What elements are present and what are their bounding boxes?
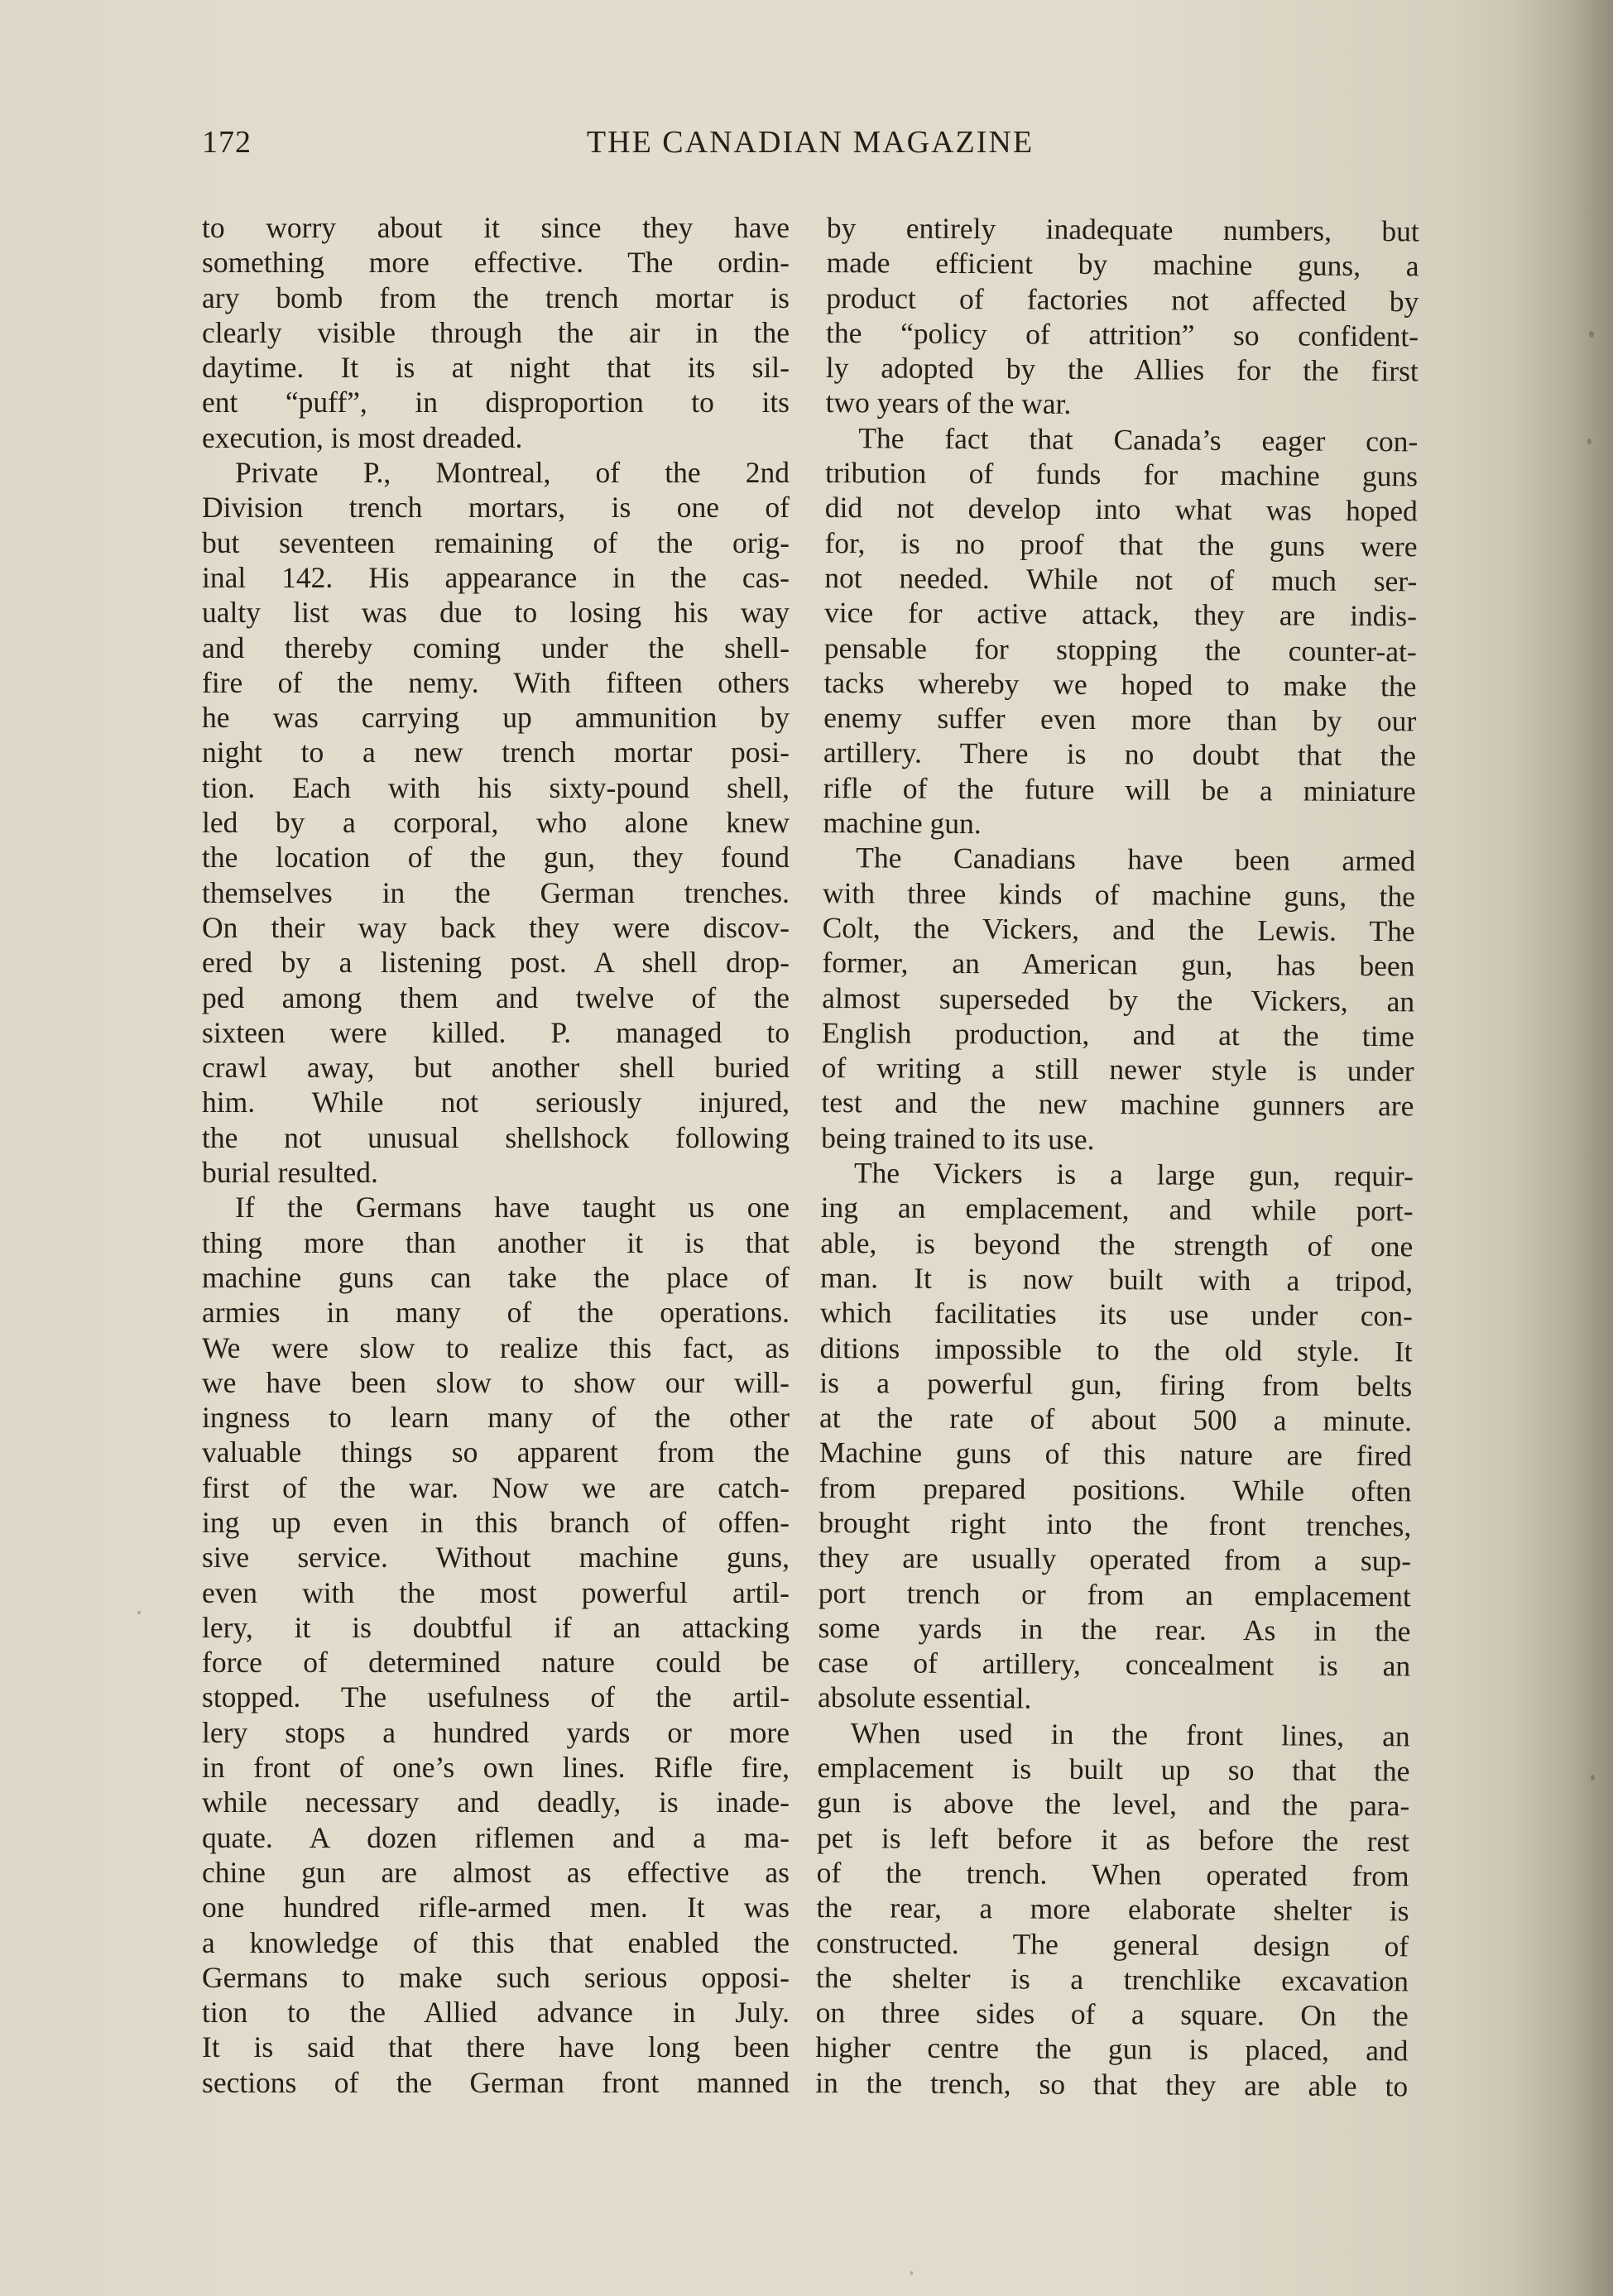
text-line: The Vickers is a large gun, requir-	[853, 1156, 1414, 1193]
text-line: two years of the war.	[825, 386, 1072, 421]
text-line: and thereby coming under the shell-	[202, 630, 790, 664]
text-line: If the Germans have taught us one	[235, 1191, 790, 1225]
text-line: on three sides of a square. On the	[815, 1996, 1409, 2033]
text-line: a knowledge of this that enabled the	[202, 1925, 790, 1959]
text-line: ing up even in this branch of offen-	[202, 1505, 790, 1539]
text-line: ent “puff”, in disproportion to its	[202, 386, 790, 419]
text-line: made efficient by machine guns, a	[826, 246, 1419, 283]
text-line: case of artillery, concealment is an	[818, 1646, 1411, 1683]
text-line: but seventeen remaining of the orig-	[202, 525, 790, 559]
text-line: On their way back they were discov-	[202, 910, 790, 944]
text-line: product of factories not affected by	[826, 280, 1419, 318]
text-line: sections of the German front manned	[202, 2065, 790, 2099]
text-line: while necessary and deadly, is inade-	[202, 1786, 790, 1819]
text-line: higher centre the gun is placed, and	[815, 2030, 1409, 2068]
page-header	[202, 124, 1419, 174]
text-line: tribution of funds for machine guns	[824, 456, 1419, 493]
text-line: the shelter is a trenchlike excavation	[815, 1960, 1409, 1998]
text-line: force of determined nature could be	[202, 1646, 790, 1680]
paper-speck	[1589, 331, 1594, 338]
text-line: ing an emplacement, and while port-	[820, 1191, 1414, 1228]
text-line: machine gun.	[823, 806, 982, 841]
text-line: in front of one’s own lines. Rifle fire,	[202, 1751, 790, 1785]
text-line: the rear, a more elaborate shelter is	[816, 1891, 1409, 1928]
text-line: execution, is most dreaded.	[202, 420, 523, 454]
text-line: clearly visible through the air in the	[202, 315, 790, 349]
text-line: the not unusual shellshock following	[202, 1120, 790, 1154]
text-line: Division trench mortars, is one of	[202, 491, 790, 525]
text-line: armies in many of the operations.	[202, 1296, 790, 1330]
text-line: fire of the nemy. With fifteen others	[202, 665, 790, 699]
text-line: the “policy of attrition” so confident-	[825, 315, 1419, 353]
text-line: ly adopted by the Allies for the first	[825, 351, 1419, 388]
text-line: When used in the front lines, an	[850, 1715, 1410, 1753]
text-line: thing more than another it is that	[202, 1225, 790, 1259]
text-line: The Canadians have been armed	[856, 841, 1416, 878]
paper-speck	[910, 2271, 913, 2275]
text-line: almost superseded by the Vickers, an	[822, 980, 1415, 1018]
text-line: in the trench, so that they are able to	[815, 2065, 1409, 2103]
text-line: of writing a still newer style is under	[821, 1051, 1414, 1088]
text-line: test and the new machine gunners are	[821, 1086, 1414, 1123]
text-line: ary bomb from the trench mortar is	[202, 280, 790, 314]
text-line: led by a corporal, who alone knew	[202, 806, 790, 840]
text-line: chine gun are almost as effective as	[202, 1855, 790, 1889]
text-line: inal 142. His appearance in the cas-	[202, 560, 790, 594]
text-line: stopped. The usefulness of the artil-	[202, 1680, 790, 1714]
text-line: the location of the gun, they found	[202, 841, 790, 875]
text-line: some yards in the rear. As in the	[818, 1610, 1411, 1648]
text-line: machine guns can take the place of	[202, 1260, 790, 1294]
text-line: sive service. Without machine guns,	[202, 1541, 790, 1575]
text-line: The fact that Canada’s eager con-	[858, 421, 1419, 458]
text-line: we have been slow to show our will-	[202, 1365, 790, 1399]
text-line: night to a new trench mortar posi-	[202, 736, 790, 769]
text-line: sixteen were killed. P. managed to	[202, 1015, 790, 1049]
text-line: ped among them and twelve of the	[202, 980, 790, 1014]
text-line: Machine guns of this nature are fired	[819, 1436, 1412, 1473]
text-line: Colt, the Vickers, and the Lewis. The	[822, 910, 1415, 948]
text-line: for, is no proof that the guns were	[824, 525, 1418, 563]
text-line: even with the most powerful artil-	[202, 1575, 790, 1609]
running-title: THE CANADIAN MAGAZINE	[586, 125, 1035, 160]
text-line: tacks whereby we hoped to make the	[823, 665, 1417, 703]
text-line: absolute essential.	[817, 1680, 1032, 1716]
text-line: gun is above the level, and the para-	[817, 1786, 1410, 1823]
text-line: We were slow to realize this fact, as	[202, 1330, 790, 1364]
text-line: did not develop into what was hoped	[824, 491, 1418, 528]
text-line: lery stops a hundred yards or more	[202, 1715, 790, 1749]
text-line: lery, it is doubtful if an attacking	[202, 1610, 790, 1644]
text-line: him. While not seriously injured,	[202, 1086, 790, 1119]
text-line: Private P., Montreal, of the 2nd	[235, 456, 790, 490]
text-line: vice for active attack, they are indis-	[823, 596, 1418, 633]
text-line: pensable for stopping the counter-at-	[823, 630, 1417, 668]
text-line: ualty list was due to losing his way	[202, 596, 790, 630]
text-line: artillery. There is no doubt that the	[823, 736, 1417, 773]
text-line: quate. A dozen riflemen and a ma-	[202, 1820, 790, 1854]
text-line: burial resulted.	[202, 1156, 378, 1190]
text-line: English production, and at the time	[821, 1015, 1415, 1053]
text-line: from prepared positions. While often	[819, 1470, 1412, 1508]
paper-speck	[137, 1611, 141, 1614]
text-line: Germans to make such serious opposi-	[202, 1960, 790, 1994]
text-line: to worry about it since they have	[202, 211, 790, 244]
right-column	[815, 210, 1419, 2103]
text-line: valuable things so apparent from the	[202, 1436, 790, 1469]
text-line: something more effective. The ordin-	[202, 246, 790, 280]
paper-speck	[1587, 439, 1591, 444]
text-line: one hundred rifle-armed men. It was	[202, 1891, 790, 1925]
text-line: themselves in the German trenches.	[202, 875, 790, 909]
text-line: not needed. While not of much ser-	[824, 560, 1418, 598]
text-line: emplacement is built up so that the	[817, 1751, 1410, 1788]
paper-speck	[1591, 1775, 1595, 1781]
left-column	[202, 210, 790, 2100]
text-line: ingness to learn many of the other	[202, 1401, 790, 1435]
text-line: rifle of the future will be a miniature	[823, 770, 1416, 808]
text-line: brought right into the front trenches,	[819, 1505, 1412, 1543]
text-line: being trained to its use.	[821, 1120, 1095, 1156]
text-line: ditions impossible to the old style. It	[819, 1330, 1413, 1368]
text-line: It is said that there have long been	[202, 2030, 790, 2064]
page-number: 172	[202, 125, 252, 160]
text-line: pet is left before it as before the rest	[816, 1820, 1410, 1857]
text-line: daytime. It is at night that its sil-	[202, 351, 790, 385]
text-line: first of the war. Now we are catch-	[202, 1470, 790, 1504]
text-line: enemy suffer even more than by our	[823, 701, 1417, 738]
text-line: constructed. The general design of	[816, 1925, 1409, 1963]
text-line: he was carrying up ammunition by	[202, 701, 790, 735]
text-line: which facilitaties its use under con-	[819, 1296, 1413, 1333]
text-line: is a powerful gun, firing from belts	[819, 1365, 1413, 1403]
text-line: ered by a listening post. A shell drop-	[202, 946, 790, 980]
text-line: former, an American gun, has been	[822, 946, 1415, 983]
text-line: port trench or from an emplacement	[818, 1575, 1411, 1613]
text-line: able, is beyond the strength of one	[820, 1225, 1414, 1263]
text-line: man. It is now built with a tripod,	[819, 1260, 1414, 1298]
text-line: tion to the Allied advance in July.	[202, 1996, 790, 2030]
text-line: at the rate of about 500 a minute.	[819, 1401, 1413, 1438]
text-line: with three kinds of machine guns, the	[822, 875, 1416, 913]
text-line: they are usually operated from a sup-	[818, 1541, 1412, 1578]
text-line: by entirely inadequate numbers, but	[826, 210, 1419, 248]
text-line: crawl away, but another shell buried	[202, 1051, 790, 1085]
text-line: of the trench. When operated from	[816, 1855, 1409, 1893]
text-line: tion. Each with his sixty-pound shell,	[202, 770, 790, 804]
